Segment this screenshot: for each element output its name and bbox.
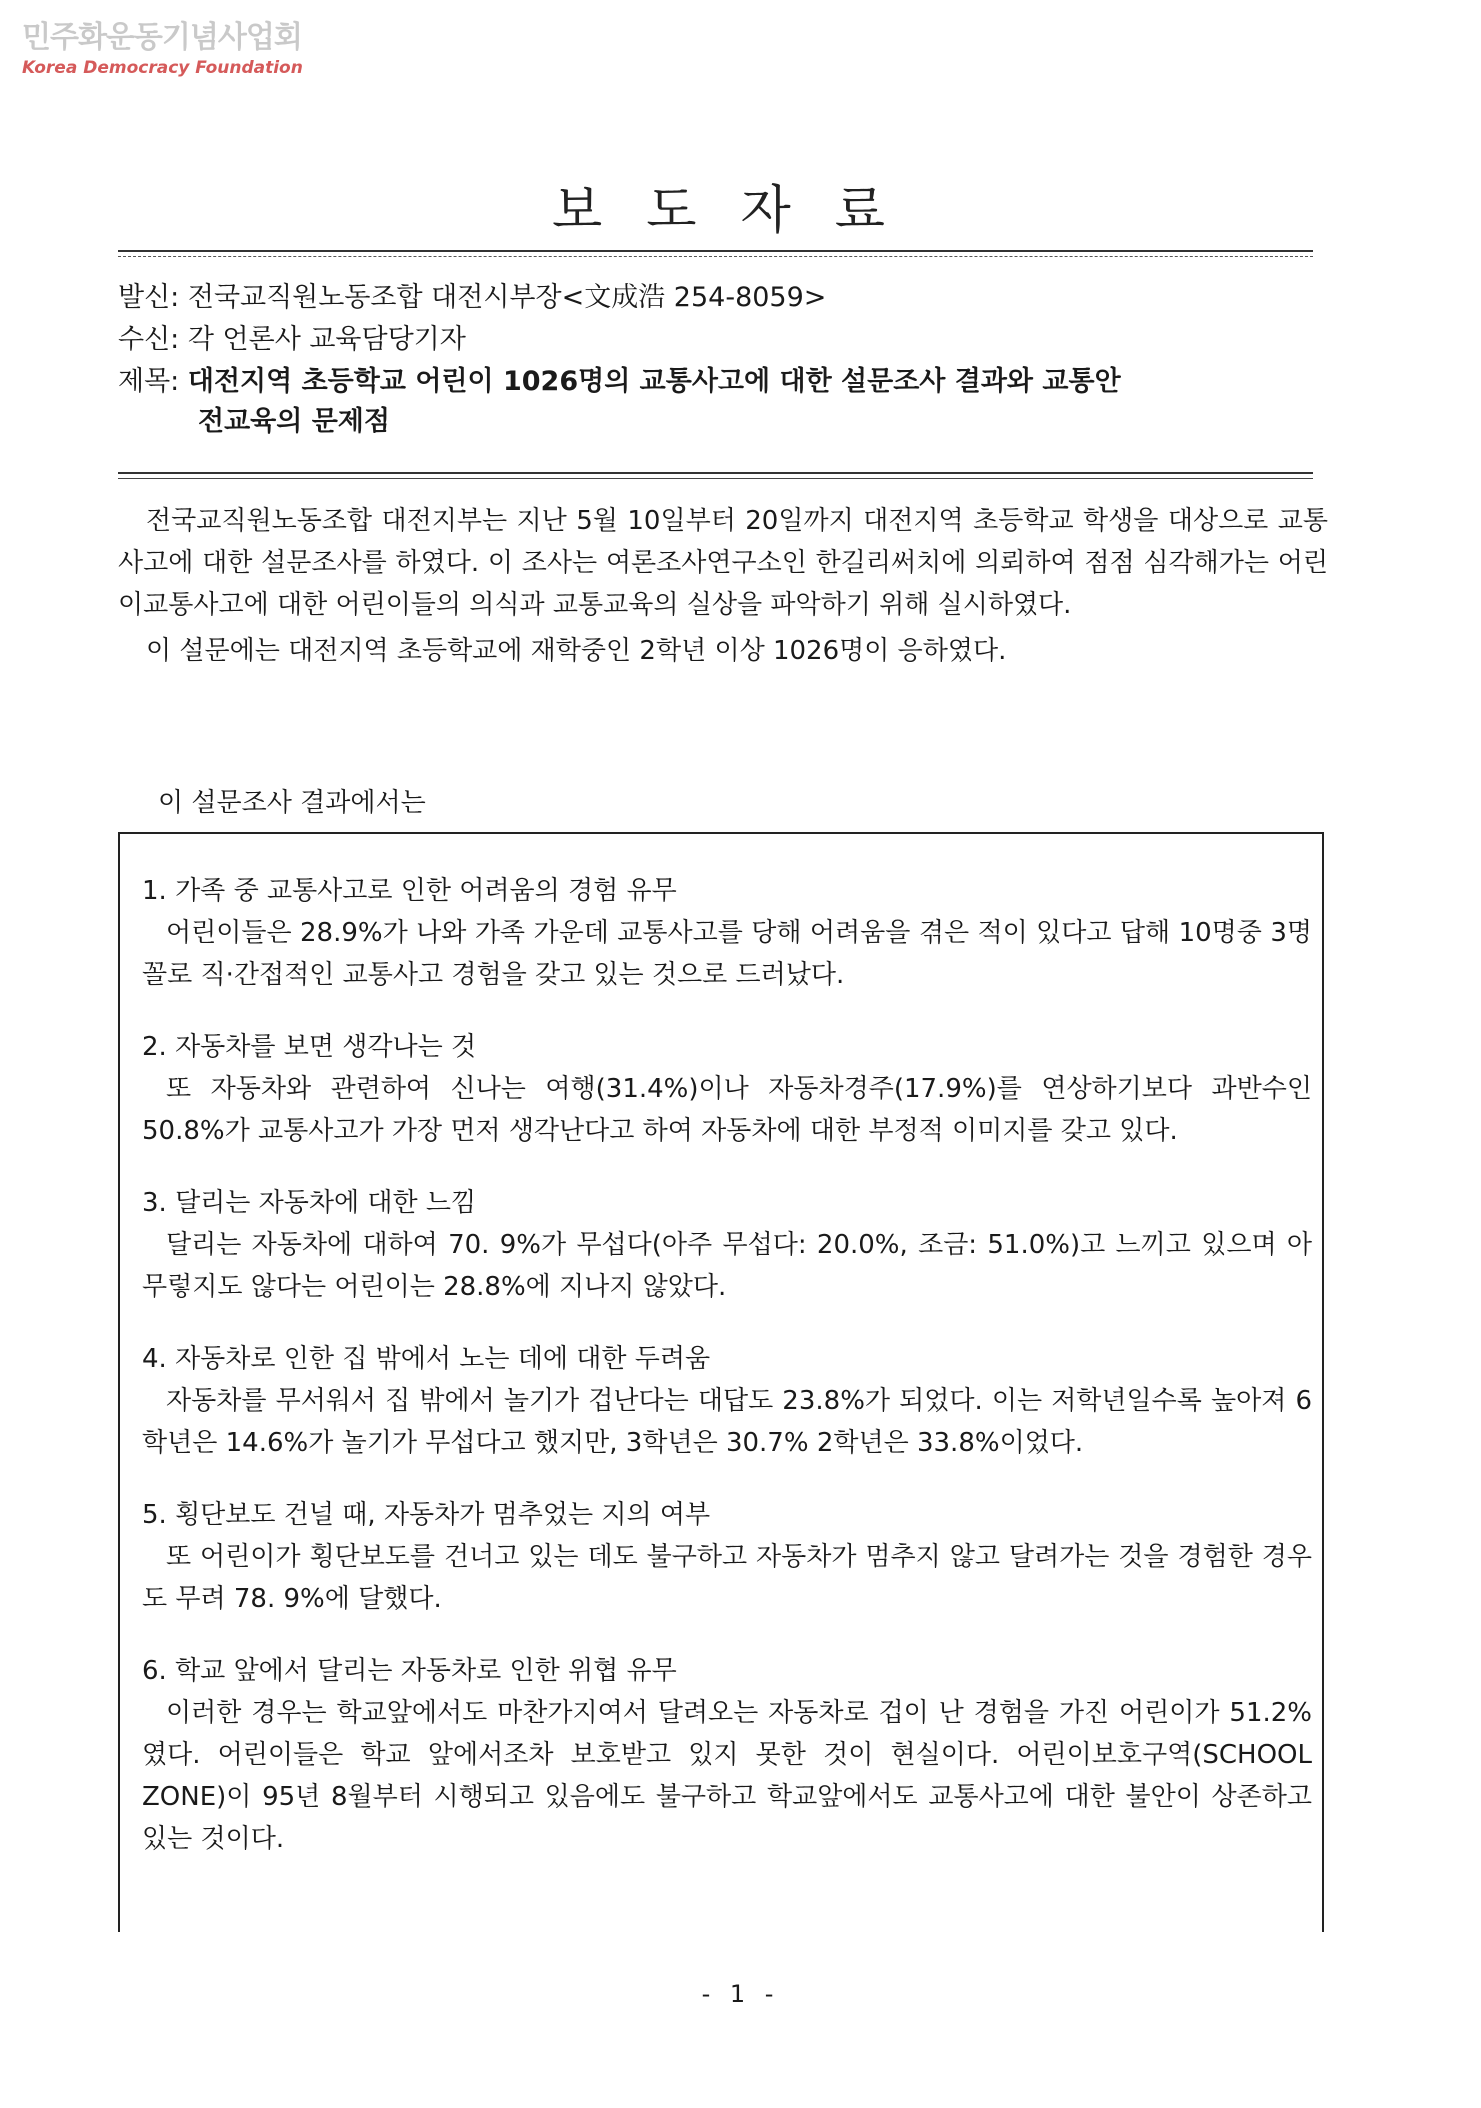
result-body: 이러한 경우는 학교앞에서도 마찬가지여서 달려오는 자동차로 겁이 난 경험을 가진 어린이가 51.2%였다. 어린이들은 학교 앞에서조차 보호받고 있지 못한 것이 현실이다. 어린이보호구역(SCHOOL ZONE)이 95년 8월부터 시행되고 있음에도 불구하고 학교앞에서도 교통사고에 대한 불안이 상존하고 있는 것이다. — [142, 1698, 1312, 1854]
result-body: 자동차를 무서워서 집 밖에서 놀기가 겁난다는 대답도 23.8%가 되었다. 이는 저학년일수록 높아져 6학년은 14.6%가 놀기가 무섭다고 했지만, 3학년은 30.7% 2학년은 33.8%이었다. — [142, 1386, 1312, 1458]
result-heading: 1. 가족 중 교통사고로 인한 어려움의 경험 유무 — [142, 876, 677, 906]
result-item — [142, 1494, 1312, 1620]
sender-row — [118, 278, 1333, 318]
header-divider-top-dashed — [118, 256, 1313, 257]
result-heading: 4. 자동차로 인한 집 밖에서 노는 데에 대한 두려움 — [142, 1344, 711, 1374]
recipient-row — [118, 320, 1333, 360]
watermark-org-korean: 민주화운동기념사업회 — [22, 20, 302, 55]
subject-row — [118, 362, 1333, 442]
result-heading: 5. 횡단보도 건널 때, 자동차가 멈추었는 지의 여부 — [142, 1500, 711, 1530]
result-item — [142, 1650, 1312, 1860]
result-item — [142, 870, 1312, 996]
recipient-value: 각 언론사 교육담당기자 — [187, 324, 466, 355]
header-divider-top — [118, 250, 1313, 252]
watermark-org-english: Korea Democracy Foundation — [22, 58, 303, 78]
result-body: 또 자동차와 관련하여 신나는 여행(31.4%)이나 자동차경주(17.9%)를 연상하기보다 과반수인 50.8%가 교통사고가 가장 먼저 생각난다고 하여 자동차에 대한 부정적 이미지를 갖고 있다. — [142, 1074, 1312, 1146]
recipient-label: 수신: — [118, 324, 180, 355]
result-heading: 6. 학교 앞에서 달리는 자동차로 인한 위협 유무 — [142, 1656, 677, 1686]
intro-paragraph-2: 이 설문에는 대전지역 초등학교에 재학중인 2학년 이상 1026명이 응하였다. — [146, 636, 1007, 666]
header-divider-bottom — [118, 472, 1313, 474]
result-body: 달리는 자동차에 대하여 70. 9%가 무섭다(아주 무섭다: 20.0%, 조금: 51.0%)고 느끼고 있으며 아무렇지도 않다는 어린이는 28.8%에 지나지 않았다. — [142, 1230, 1312, 1302]
intro-paragraph-1: 전국교직원노동조합 대전지부는 지난 5월 10일부터 20일까지 대전지역 초등학교 학생을 대상으로 교통사고에 대한 설문조사를 하였다. 이 조사는 여론조사연구소인 한길리써치에 의뢰하여 점점 심각해가는 어린이교통사고에 대한 어린이들의 의식과 교통교육의 실상을 파악하기 위해 실시하였다. — [118, 506, 1328, 620]
result-body: 또 어린이가 횡단보도를 건너고 있는 데도 불구하고 자동차가 멈추지 않고 달려가는 것을 경험한 경우도 무려 78. 9%에 달했다. — [142, 1542, 1312, 1614]
watermark-logo — [22, 20, 303, 78]
sender-value: 전국교직원노동조합 대전시부장<文成浩 254-8059> — [187, 282, 827, 313]
sender-label: 발신: — [118, 282, 180, 313]
subject-label: 제목: — [118, 366, 180, 397]
result-item — [142, 1338, 1312, 1464]
subject-line-1: 대전지역 초등학교 어린이 1026명의 교통사고에 대한 설문조사 결과와 교통안 — [187, 366, 1121, 397]
result-heading: 2. 자동차를 보면 생각나는 것 — [142, 1032, 477, 1062]
result-body: 어린이들은 28.9%가 나와 가족 가운데 교통사고를 당해 어려움을 겪은 적이 있다고 답해 10명중 3명꼴로 직·간접적인 교통사고 경험을 갖고 있는 것으로 드러났다. — [142, 918, 1312, 990]
result-item — [142, 1182, 1312, 1308]
subject-line-2: 전교육의 문제점 — [198, 406, 390, 437]
header-divider-bottom-thin — [118, 478, 1313, 479]
result-heading: 3. 달리는 자동차에 대한 느낌 — [142, 1188, 477, 1218]
page-number: - 1 - — [701, 1980, 780, 2008]
result-item — [142, 1026, 1312, 1152]
intro-section — [118, 500, 1328, 672]
results-list — [142, 870, 1312, 1890]
page-title: 보도자료 — [552, 181, 929, 241]
results-lead: 이 설문조사 결과에서는 — [158, 788, 426, 818]
